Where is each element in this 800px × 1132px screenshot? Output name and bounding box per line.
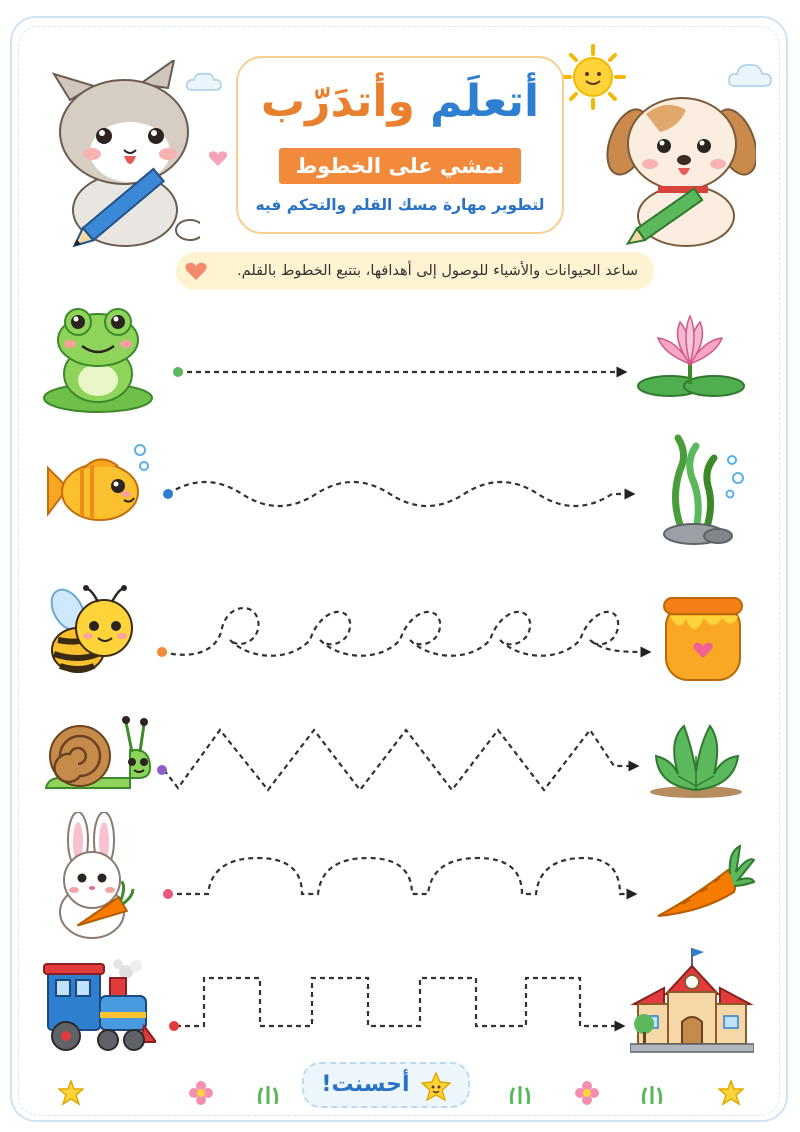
- trace-path-loops[interactable]: [162, 608, 646, 656]
- praise-text: أحسنت!: [321, 1072, 410, 1097]
- praise-badge: [302, 1062, 470, 1108]
- start-dot: [163, 489, 173, 499]
- start-dot: [157, 647, 167, 657]
- trace-path-zigzag[interactable]: [164, 730, 634, 790]
- title-word-learn: أتعلَم: [430, 76, 540, 127]
- start-dot: [157, 765, 167, 775]
- star-icon: [58, 1080, 84, 1106]
- trace-path-wave[interactable]: [168, 482, 630, 506]
- subtitle: لتطوير مهارة مسك القلم والتحكم فيه: [255, 196, 545, 214]
- title-word-practice: وأتدَرّب: [260, 76, 415, 127]
- start-dot: [169, 1021, 179, 1031]
- title-ribbon: نمشي على الخطوط: [279, 148, 521, 184]
- flower-icon: [574, 1080, 600, 1106]
- trace-path-arches[interactable]: [168, 858, 632, 894]
- start-dot: [173, 367, 183, 377]
- smiling-star-icon: [421, 1072, 451, 1102]
- grass-icon: [256, 1084, 280, 1104]
- flower-icon: [188, 1080, 214, 1106]
- trace-path-square-wave[interactable]: [176, 978, 620, 1026]
- star-icon: [718, 1080, 744, 1106]
- grass-icon: [508, 1084, 532, 1104]
- start-dot: [163, 889, 173, 899]
- grass-icon: [640, 1084, 664, 1104]
- instruction-text: ساعد الحيوانات والأشياء للوصول إلى أهدافها، بتتبع الخطوط بالقلم.: [237, 263, 638, 279]
